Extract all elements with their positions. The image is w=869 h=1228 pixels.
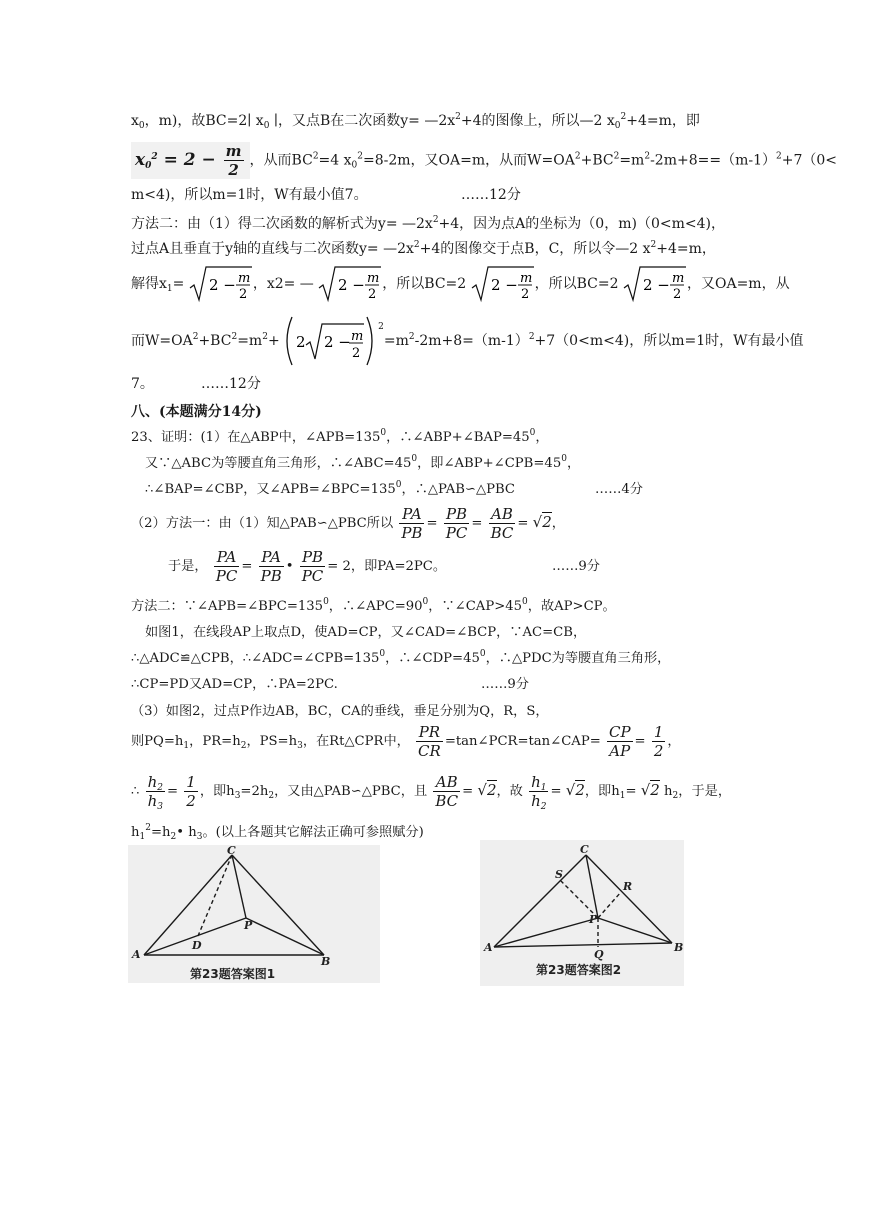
method2-line-5 <box>131 374 261 394</box>
sqrt-2: √2 <box>477 781 497 799</box>
svg-text:m: m <box>671 271 685 286</box>
text: ∴ <box>131 784 140 799</box>
svg-text:m: m <box>367 271 380 286</box>
text: -2m+8==（m-1） <box>650 152 777 169</box>
denominator <box>529 791 548 810</box>
text: ，故AP>CP。 <box>527 599 616 614</box>
q23-method2-line-3 <box>131 649 670 669</box>
method2-line-4 <box>131 314 804 368</box>
sup: 0 <box>395 480 402 490</box>
sup: 2 <box>231 332 238 342</box>
sub: 3 <box>297 741 303 751</box>
text: -2m+8=（m-1） <box>414 333 529 349</box>
sup: 0 <box>380 428 387 438</box>
fraction-pa-pc <box>214 548 240 585</box>
denominator: BC <box>435 792 459 810</box>
q23-line-1 <box>131 428 549 448</box>
text: ∴CP=PD又AD=CP，∴PA=2PC. <box>131 677 338 692</box>
denominator: PB <box>401 524 423 542</box>
sub: 1 <box>183 741 190 751</box>
text: ，在Rt△CPR中， <box>302 734 410 749</box>
sup: 0 <box>379 649 386 659</box>
text: 方法二：∵∠APB=∠BPC=135 <box>131 599 324 614</box>
sub: 1 <box>540 783 547 793</box>
sub: 1 <box>619 791 626 801</box>
svg-text:2 −: 2 − <box>490 276 518 294</box>
text: +4=m，即 <box>626 113 700 129</box>
score: ……4分 <box>595 482 643 497</box>
fraction-one-half <box>652 723 666 760</box>
q23-part3-line-2 <box>131 722 681 762</box>
sup: 2 <box>192 332 199 342</box>
numerator: PA <box>402 505 422 523</box>
text: =tan∠PCR=tan∠CAP= <box>444 734 601 749</box>
denominator: AP <box>607 741 633 760</box>
sub: 1 <box>139 832 146 842</box>
radicand: 2 <box>486 781 497 799</box>
sub: 2 <box>268 791 275 801</box>
text: ，∴∠ABP+∠BAP=45 <box>386 430 530 445</box>
numerator <box>146 773 165 791</box>
numerator: 1 <box>653 723 664 741</box>
point-label-a: A <box>132 948 141 961</box>
sup: 2 <box>644 151 651 162</box>
x0-equation-image <box>131 142 250 179</box>
text: m<4)，所以m=1时，W有最小值7。 <box>131 187 368 203</box>
denominator: CR <box>418 742 441 760</box>
text: ，即∠ABP+∠CPB=45 <box>417 456 562 471</box>
text: =h <box>150 825 171 840</box>
sup: 0 <box>522 597 528 607</box>
fraction-ab-bc <box>433 773 460 810</box>
text: 23、证明：(1）在△ABP中，∠APB=135 <box>131 430 381 445</box>
point-label-p: P <box>244 919 253 932</box>
text: = <box>471 516 483 531</box>
text: ，x2= — <box>252 276 314 292</box>
point-label-c: C <box>580 843 589 856</box>
sqrt-2: √2 <box>640 781 660 799</box>
sub: 0 <box>145 161 152 171</box>
sub: 3 <box>234 791 241 801</box>
fraction-pa-pb <box>259 548 284 585</box>
text: ，∵∠CAP>45 <box>428 599 523 614</box>
numerator: CP <box>608 723 631 741</box>
text: （2）方法一：由（1）知△PAB∽△PBC所以 <box>131 516 394 531</box>
svg-text:m: m <box>237 271 251 286</box>
numerator: PA <box>261 548 281 566</box>
sup: 2 <box>528 332 535 342</box>
solution-line-1 <box>131 111 700 131</box>
sub: 3 <box>157 802 163 812</box>
sub: 2 <box>540 802 547 812</box>
text: ∴∠BAP=∠CBP，又∠APB=∠BPC=135 <box>145 482 396 497</box>
q23-part3-line-4 <box>131 823 424 843</box>
text: +4=m， <box>656 241 716 257</box>
solution-line-2 <box>131 142 837 179</box>
denominator: PC <box>215 567 238 585</box>
point-label-c: C <box>227 845 236 857</box>
q23-method2-line-4 <box>131 675 529 695</box>
point-label-r: R <box>623 880 633 893</box>
text: +7（0< <box>781 152 838 169</box>
text: ，所以BC=2 <box>534 276 619 292</box>
sub: 2 <box>240 741 247 751</box>
q23-part3-line-1: （3）如图2，过点P作边AB，BC，CA的垂线，垂足分别为Q，R，S， <box>131 704 549 719</box>
solution-line-3 <box>131 185 521 205</box>
h: h <box>147 773 158 791</box>
point-label-s: S <box>555 868 563 881</box>
text: ，从而BC <box>249 152 313 169</box>
svg-text:2: 2 <box>296 333 306 351</box>
text: =m <box>619 152 645 169</box>
text: ，∴△PAB∽△PBC <box>401 482 515 497</box>
fraction-h2-h3 <box>146 773 165 810</box>
text: ，于是， <box>678 784 732 799</box>
squared-sqrt-expression <box>284 314 378 368</box>
sqrt-expression <box>189 264 253 304</box>
point-label-a: A <box>484 941 493 954</box>
score: ……12分 <box>461 187 521 203</box>
point-label-d: D <box>192 939 202 952</box>
svg-text:2 −: 2 − <box>642 276 670 294</box>
sup: 2 <box>620 112 627 122</box>
text: ，m)，故BC=2∣ x <box>144 113 264 129</box>
h: h <box>531 792 541 810</box>
text: = <box>517 516 529 531</box>
sub: 2 <box>157 783 163 793</box>
sup: 2 <box>145 823 151 833</box>
denominator: PB <box>260 567 282 585</box>
text: = <box>462 784 474 799</box>
numerator: 1 <box>186 773 196 791</box>
text: ， <box>551 516 565 531</box>
svg-text:2 −: 2 − <box>338 276 366 294</box>
q23-part3-line-3 <box>131 770 731 812</box>
numerator: m <box>225 142 242 160</box>
text: =2h <box>240 784 269 799</box>
text: 又∵△ABC为等腰直角三角形，∴∠ABC=45 <box>145 456 412 471</box>
sub: 0 <box>138 121 145 131</box>
sup: 2 <box>378 322 384 332</box>
numerator: PB <box>445 505 468 523</box>
fraction-pr-cr <box>416 723 443 760</box>
sup: 2 <box>574 151 581 162</box>
sup: 0 <box>529 428 536 438</box>
svg-text:2: 2 <box>352 346 361 361</box>
denominator: 2 <box>186 792 196 810</box>
eq-lhs: x <box>135 150 146 170</box>
radicand: 2 <box>650 781 660 799</box>
point-label-p: P <box>589 913 598 926</box>
text: ，∴∠APC=90 <box>328 599 423 614</box>
text: x <box>131 113 139 129</box>
numerator: PB <box>301 548 324 566</box>
text: 于是， <box>168 559 208 574</box>
score: ……9分 <box>481 677 529 692</box>
sup: 2 <box>413 240 420 250</box>
text: ， <box>566 456 581 471</box>
text: ，即h <box>199 784 235 799</box>
method2-line-2 <box>131 239 716 259</box>
figure-1 <box>128 845 380 983</box>
svg-text:2: 2 <box>238 287 248 302</box>
sup: 2 <box>613 151 620 162</box>
text: = <box>634 734 646 749</box>
sub: 0 <box>614 121 621 131</box>
numerator <box>529 773 548 791</box>
fraction-one-half <box>184 773 198 810</box>
point-label-b: B <box>321 955 331 968</box>
sup: 2 <box>776 151 782 162</box>
fraction-h1-h2 <box>529 773 548 810</box>
h: h <box>531 773 541 791</box>
sub: 0 <box>351 160 358 171</box>
text: = <box>167 784 179 799</box>
sub: 1 <box>166 284 173 294</box>
text: ，PS=h <box>246 734 298 749</box>
svg-text:2 −: 2 − <box>324 333 352 351</box>
text: =4 x <box>318 152 352 169</box>
denominator: PC <box>301 567 324 585</box>
text: ，又由△PAB∽△PBC，且 <box>274 784 428 799</box>
denominator: 2 <box>224 160 244 179</box>
q23-method2-line-2: 如图1，在线段AP上取点D，使AD=CP，又∠CAD=∠BCP，∵AC=CB， <box>145 625 587 640</box>
sup: 2 <box>312 151 319 162</box>
figure-1-caption: 第23题答案图1 <box>190 967 276 981</box>
sup: 2 <box>262 332 268 342</box>
sup: 2 <box>408 332 415 342</box>
fraction <box>224 142 244 179</box>
method2-line-1 <box>131 214 725 234</box>
fraction-pa-pb <box>399 505 424 542</box>
numerator: PR <box>418 723 441 741</box>
text: +BC <box>580 152 614 169</box>
text: +7（0<m<4)，所以m=1时，W有最小值 <box>534 333 804 349</box>
text: h <box>659 784 673 799</box>
text: ，所以BC=2 <box>382 276 467 292</box>
text: • <box>285 559 294 574</box>
q23-method2-line-1 <box>131 597 616 617</box>
sup: 2 <box>650 240 657 250</box>
text: = <box>426 516 438 531</box>
text: ， <box>667 734 681 749</box>
text: ，即h <box>584 784 620 799</box>
q23-line-3 <box>145 480 643 500</box>
text: +4的图像交于点B，C，所以令—2 x <box>419 241 651 257</box>
text: ∴△ADC≌△CPB，∴∠ADC=∠CPB=135 <box>131 651 380 666</box>
fraction-ab-bc <box>489 505 516 542</box>
fraction-pb-pc <box>444 505 470 542</box>
text: =m <box>237 333 263 349</box>
sup: 0 <box>422 597 429 607</box>
svg-text:2: 2 <box>520 287 529 302</box>
svg-text:2 −: 2 − <box>208 276 236 294</box>
text: = <box>625 784 637 799</box>
sqrt-2: √2 <box>532 513 552 531</box>
figure-2 <box>480 840 684 986</box>
sub: 2 <box>672 791 679 801</box>
text: = <box>172 276 185 292</box>
denominator: BC <box>490 524 514 542</box>
sup: 2 <box>455 112 461 122</box>
score: ……12分 <box>201 376 261 392</box>
text: ， <box>535 430 549 445</box>
text: =m <box>383 333 409 349</box>
sqrt-expression <box>623 264 687 304</box>
h: h <box>147 792 158 810</box>
text: ，故 <box>496 784 523 799</box>
text: = 2，即PA=2PC。 <box>327 559 447 574</box>
sqrt-2: √2 <box>565 781 585 799</box>
text: ，PR=h <box>189 734 241 749</box>
svg-text:2: 2 <box>672 287 682 302</box>
sqrt-expression <box>471 264 535 304</box>
text: 解得x <box>131 276 167 292</box>
figure-2-caption: 第23题答案图2 <box>536 963 622 977</box>
sub: 3 <box>196 832 203 842</box>
text: 方法二：由（1）得二次函数的解析式为y= —2x <box>131 216 433 232</box>
sup: 2 <box>357 151 363 162</box>
text: • h <box>176 825 197 840</box>
point-label-q: Q <box>594 948 604 961</box>
text: ，∴∠CDP=45 <box>385 651 480 666</box>
text: h <box>131 825 140 840</box>
numerator: PA <box>216 548 237 566</box>
eq-rhs: = 2 − <box>163 150 216 170</box>
text: = <box>241 559 253 574</box>
numerator: AB <box>491 505 513 523</box>
svg-text:m: m <box>351 329 364 344</box>
q23-line-4 <box>131 502 565 544</box>
sup: 0 <box>323 597 329 607</box>
sup: 2 <box>151 152 158 162</box>
radicand: 2 <box>575 781 585 799</box>
sub: 0 <box>263 121 270 131</box>
denominator: 2 <box>653 742 664 760</box>
text: 而W=OA <box>131 333 193 349</box>
q23-line-5 <box>168 547 600 587</box>
text: 7。 <box>131 376 154 392</box>
figure-1-background <box>128 845 380 983</box>
text: +4，因为点A的坐标为（0，m)（0<m<4)， <box>438 216 725 232</box>
section-heading: 八、(本题满分14分) <box>131 404 262 420</box>
svg-text:2: 2 <box>368 287 377 302</box>
text: ，又OA=m，从 <box>686 276 790 292</box>
text: +BC <box>198 333 232 349</box>
sup: 0 <box>479 649 486 659</box>
sup: 2 <box>432 215 439 225</box>
fraction-cp-ap <box>607 723 633 760</box>
svg-text:m: m <box>519 271 532 286</box>
denominator <box>146 791 165 810</box>
text: ∣，又点B在二次函数y= —2x <box>269 113 456 129</box>
text: ，∴△PDC为等腰直角三角形， <box>485 651 671 666</box>
numerator: AB <box>435 773 458 791</box>
point-label-b: B <box>674 941 684 954</box>
text: 则PQ=h <box>131 734 184 749</box>
radicand: 2 <box>542 513 552 531</box>
text: = <box>550 784 562 799</box>
denominator: PC <box>445 524 468 542</box>
sup: 0 <box>411 454 418 464</box>
q23-line-2 <box>145 454 580 474</box>
text: 。(以上各题其它解法正确可参照赋分) <box>202 825 424 840</box>
score: ……9分 <box>552 559 600 574</box>
text: +4的图像上，所以—2 x <box>460 113 615 129</box>
sup: 0 <box>561 454 567 464</box>
sqrt-expression <box>318 264 382 304</box>
text: =8-2m，又OA=m，从而W=OA <box>363 152 575 169</box>
sub: 2 <box>170 832 177 842</box>
fraction-pb-pc <box>300 548 326 585</box>
method2-line-3 <box>131 264 790 304</box>
text: 过点A且垂直于y轴的直线与二次函数y= —2x <box>131 241 414 257</box>
text: + <box>267 333 280 349</box>
